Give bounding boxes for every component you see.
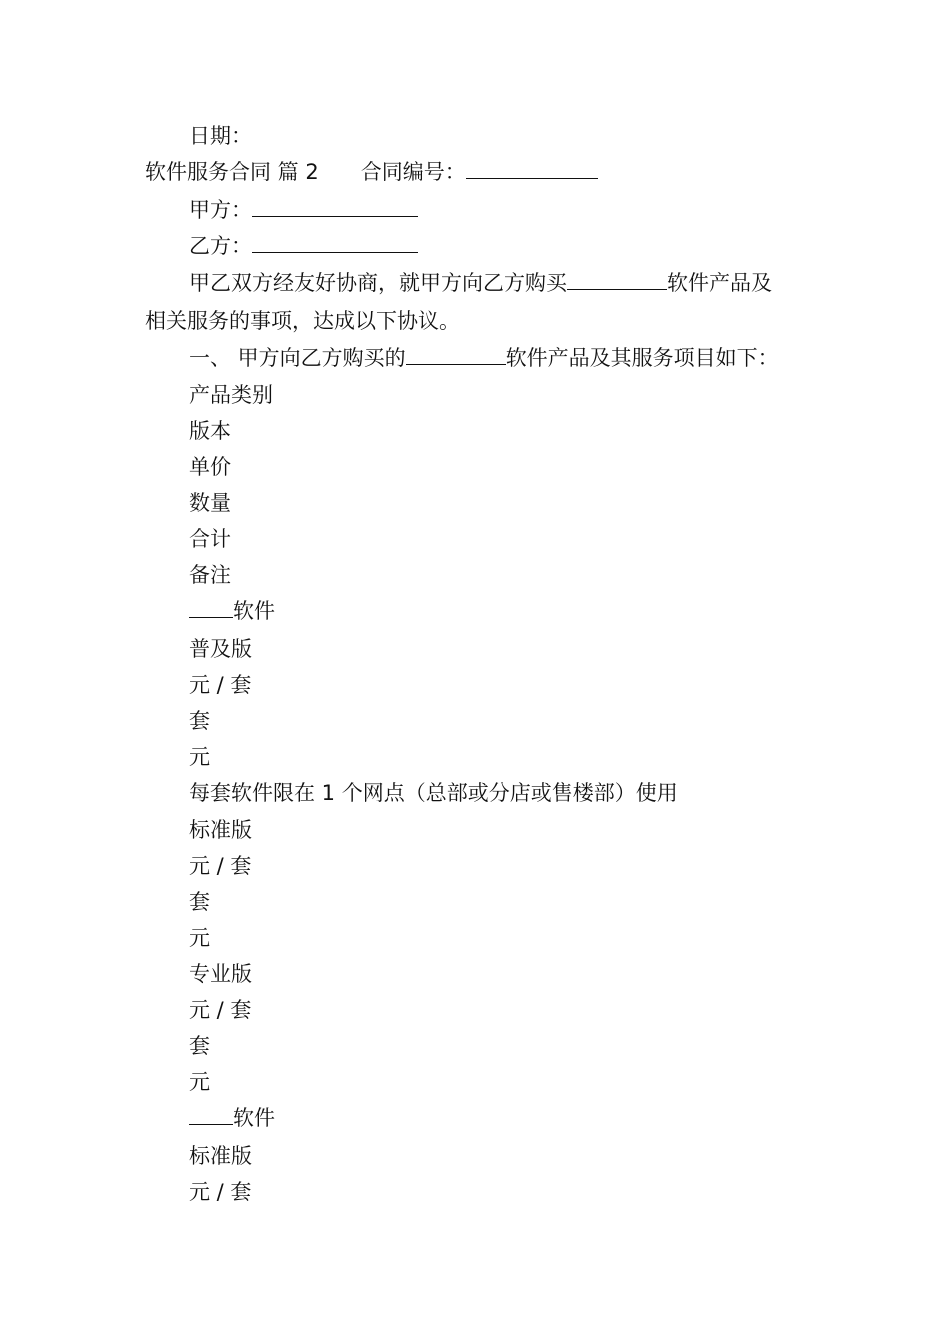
cell-text: 标准版 (189, 1144, 252, 1168)
table-header-text: 备注 (189, 563, 231, 587)
cell-text: 套 (189, 709, 210, 733)
table-header-quantity (189, 491, 231, 515)
software-suffix: 软件 (233, 599, 275, 623)
table-header-text: 版本 (189, 419, 231, 443)
section-1-text-2: 软件产品及其服务项目如下： (505, 346, 779, 370)
software-name-blank (189, 599, 233, 618)
party-b-label: 乙方： (189, 234, 252, 258)
party-b-blank (252, 234, 418, 253)
contract-title: 软件服务合同 篇 2 (145, 160, 319, 184)
intro-text-1: 甲乙双方经友好协商，就甲方向乙方购买 (189, 271, 567, 295)
cell-text: 标准版 (189, 818, 252, 842)
cell-text: 专业版 (189, 962, 252, 986)
cell-text: 每套软件限在 1 个网点（总部或分店或售楼部）使用 (189, 781, 678, 805)
cell-text: 元 (189, 926, 210, 950)
party-b-line (189, 234, 418, 258)
cell-text: 元 / 套 (189, 998, 252, 1022)
table-cell (189, 709, 210, 733)
table-cell (189, 998, 251, 1022)
cell-text: 元 / 套 (189, 854, 252, 878)
table-cell (189, 673, 251, 697)
table-cell-remark (189, 781, 678, 805)
intro-text-2: 软件产品及 (667, 271, 772, 295)
table-cell (189, 1180, 251, 1204)
date-line (189, 124, 252, 148)
table-cell (189, 890, 210, 914)
section-1-text-1: 一、 甲方向乙方购买的 (189, 346, 406, 370)
intro-text-3: 相关服务的事项，达成以下协议。 (145, 309, 460, 333)
table-cell (189, 745, 210, 769)
software-suffix: 软件 (233, 1106, 275, 1130)
contract-no-label: 合同编号： (360, 160, 466, 184)
cell-text: 元 (189, 1070, 210, 1094)
contract-no-blank (466, 160, 598, 179)
party-a-blank (252, 198, 418, 217)
table-cell (189, 1144, 252, 1168)
table-header-text: 合计 (189, 527, 231, 551)
table-cell (189, 926, 210, 950)
cell-text: 套 (189, 1034, 210, 1058)
table-cell (189, 637, 252, 661)
cell-text: 元 / 套 (189, 1180, 252, 1204)
section-1-product-blank (406, 346, 506, 365)
software-name-blank (189, 1106, 233, 1125)
table-cell (189, 818, 252, 842)
software-category-1 (189, 599, 275, 623)
table-cell (189, 1034, 210, 1058)
cell-text: 元 / 套 (189, 673, 252, 697)
table-cell (189, 854, 251, 878)
table-header-category (189, 383, 273, 407)
intro-product-blank (567, 271, 667, 290)
table-header-text: 产品类别 (189, 383, 273, 407)
software-category-2 (189, 1106, 275, 1130)
contract-title-line (145, 160, 598, 184)
intro-line-2 (145, 309, 460, 333)
party-a-line (189, 198, 418, 222)
table-header-text: 单价 (189, 455, 231, 479)
table-cell (189, 1070, 210, 1094)
party-a-label: 甲方： (189, 198, 252, 222)
date-label: 日期： (189, 124, 252, 148)
cell-text: 元 (189, 745, 210, 769)
table-header-version (189, 419, 231, 443)
section-1-heading (189, 346, 779, 370)
cell-text: 套 (189, 890, 210, 914)
cell-text: 普及版 (189, 637, 252, 661)
table-header-remarks (189, 563, 231, 587)
table-header-price (189, 455, 231, 479)
table-header-total (189, 527, 231, 551)
table-header-text: 数量 (189, 491, 231, 515)
intro-line-1 (189, 271, 772, 295)
table-cell (189, 962, 252, 986)
